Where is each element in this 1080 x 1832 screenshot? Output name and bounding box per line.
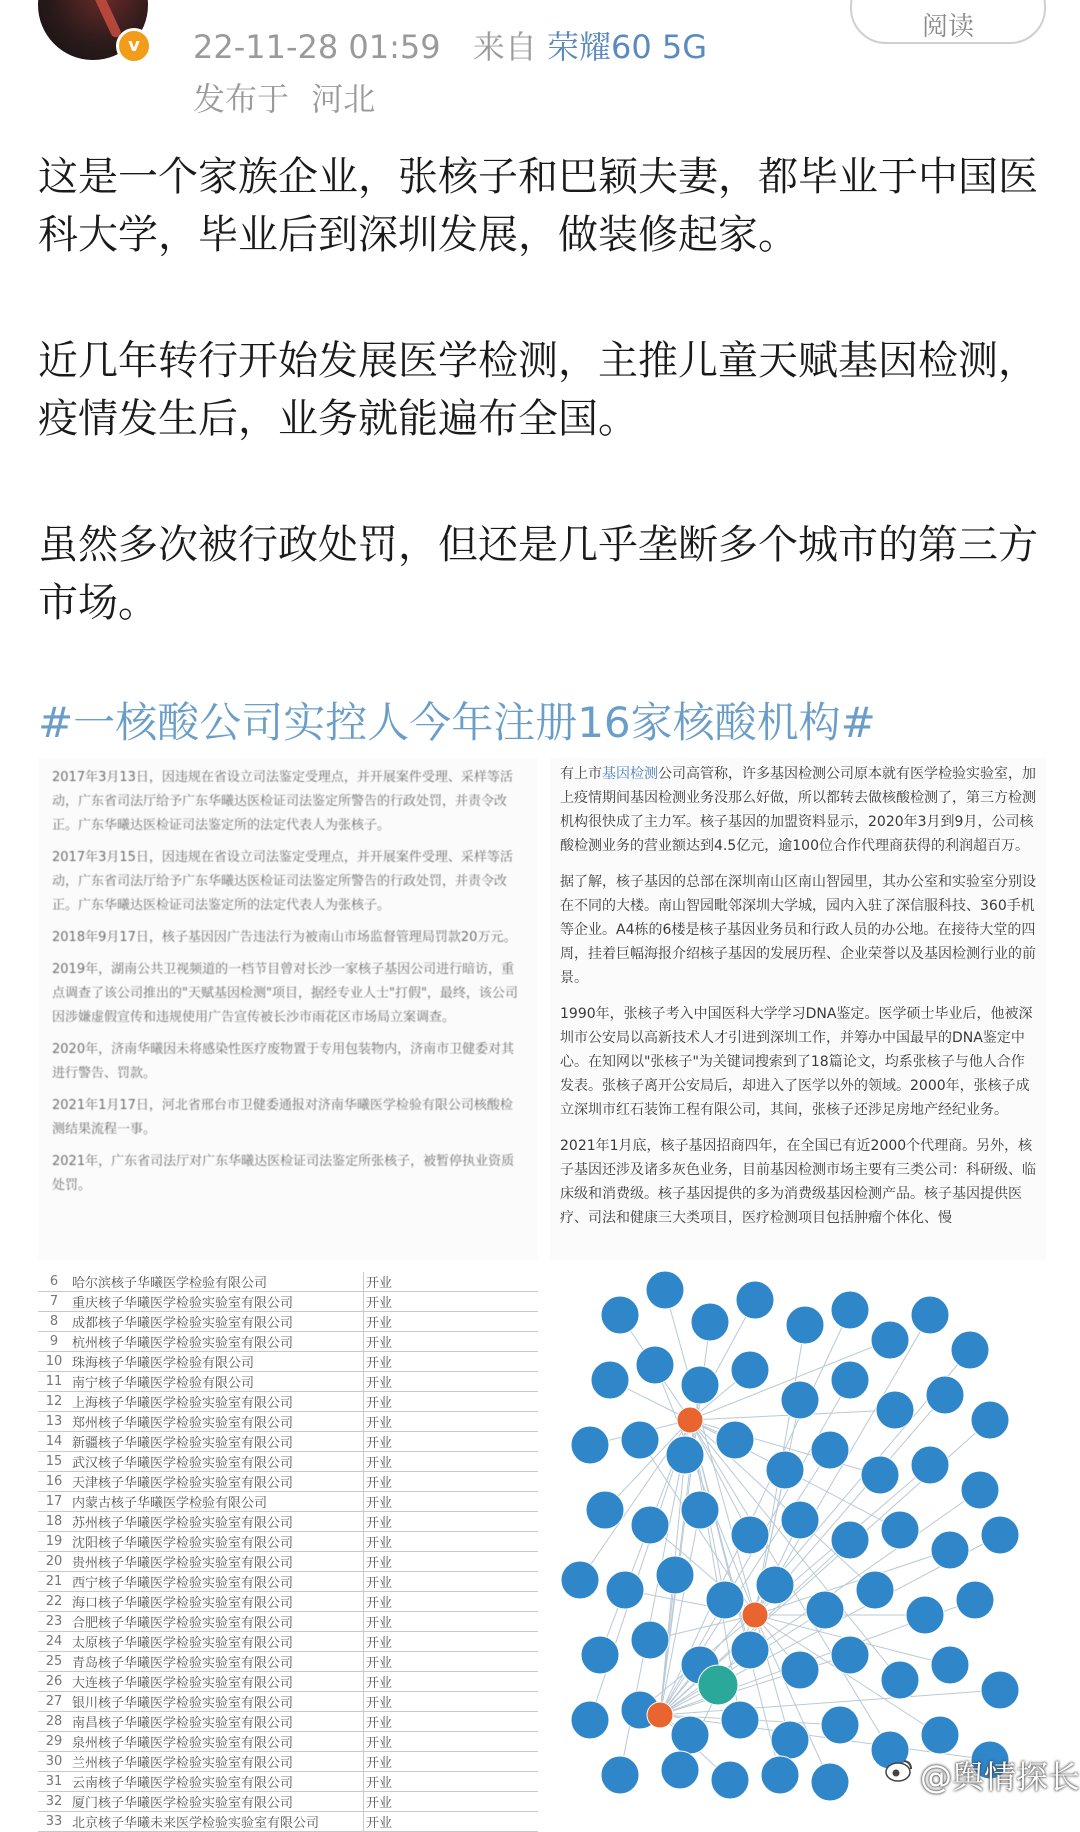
company-status: 开业 bbox=[364, 1652, 539, 1672]
company-name: 合肥核子华曦医学检验实验室有限公司 bbox=[70, 1612, 364, 1632]
graph-node bbox=[666, 1436, 704, 1474]
verified-badge-icon: v bbox=[116, 28, 152, 64]
table-row bbox=[38, 1552, 538, 1572]
keyword-link[interactable]: 基因检测 bbox=[602, 766, 658, 782]
row-number: 7 bbox=[38, 1292, 70, 1312]
company-status: 开业 bbox=[364, 1572, 539, 1592]
relation-network-graph bbox=[550, 1270, 1046, 1792]
graph-node bbox=[911, 1296, 949, 1334]
company-name: 贵州核子华曦医学检验实验室有限公司 bbox=[70, 1552, 364, 1572]
graph-node bbox=[706, 1581, 744, 1619]
company-name: 南宁核子华曦医学检验有限公司 bbox=[70, 1372, 364, 1392]
post-paragraph-2: 近几年转行开始发展医学检测，主推儿童天赋基因检测，疫情发生后，业务就能遍布全国。 bbox=[38, 338, 1038, 442]
graph-node bbox=[571, 1426, 609, 1464]
table-row bbox=[38, 1352, 538, 1372]
graph-node bbox=[756, 1566, 794, 1604]
graph-node bbox=[861, 1456, 899, 1494]
table-row bbox=[38, 1772, 538, 1792]
table-row bbox=[38, 1512, 538, 1532]
row-number: 22 bbox=[38, 1592, 70, 1612]
row-number: 29 bbox=[38, 1732, 70, 1752]
company-name: 南昌核子华曦医学检验实验室有限公司 bbox=[70, 1712, 364, 1732]
table-row bbox=[38, 1752, 538, 1772]
company-name: 苏州核子华曦医学检验实验室有限公司 bbox=[70, 1512, 364, 1532]
graph-node bbox=[926, 1376, 964, 1414]
company-name: 内蒙古核子华曦医学检验有限公司 bbox=[70, 1492, 364, 1512]
company-status: 开业 bbox=[364, 1672, 539, 1692]
hashtag-link[interactable]: #一核酸公司实控人今年注册16家核酸机构# bbox=[38, 698, 876, 747]
table-row bbox=[38, 1332, 538, 1352]
table-row bbox=[38, 1812, 538, 1832]
graph-hub-node bbox=[677, 1407, 703, 1433]
graph-node bbox=[716, 1421, 754, 1459]
graph-node bbox=[881, 1661, 919, 1699]
location-value: 河北 bbox=[311, 80, 376, 118]
company-status: 开业 bbox=[364, 1412, 539, 1432]
company-status: 开业 bbox=[364, 1792, 539, 1812]
row-number: 16 bbox=[38, 1472, 70, 1492]
graph-node bbox=[811, 1763, 849, 1801]
company-status: 开业 bbox=[364, 1632, 539, 1652]
graph-node bbox=[671, 1716, 709, 1754]
row-number: 13 bbox=[38, 1412, 70, 1432]
graph-node bbox=[831, 1521, 869, 1559]
graph-node bbox=[906, 1596, 944, 1634]
graph-node bbox=[621, 1421, 659, 1459]
graph-node bbox=[821, 1706, 859, 1744]
company-status: 开业 bbox=[364, 1512, 539, 1532]
penalty-item: 2017年3月15日，因违规在省设立司法鉴定受理点，并开展案件受理、采样等活动，广东省司法厅给予广东华曦达医检证司法鉴定所警告的行政处罚，并责令改正。广东华曦达医检证司法鉴定所的法定代表人为张核子。 bbox=[52, 850, 513, 913]
graph-node bbox=[736, 1281, 774, 1319]
graph-node bbox=[956, 1581, 994, 1619]
source-prefix: 来自 bbox=[472, 28, 537, 66]
graph-node bbox=[591, 1361, 629, 1399]
penalty-item: 2017年3月13日，因违规在省设立司法鉴定受理点，并开展案件受理、采样等活动，广东省司法厅给予广东华曦达医检证司法鉴定所警告的行政处罚，并责令改正。广东华曦达医检证司法鉴定所的法定代表人为张核子。 bbox=[52, 770, 513, 833]
graph-node bbox=[781, 1501, 819, 1539]
graph-node bbox=[636, 1346, 674, 1384]
post-location bbox=[193, 74, 375, 120]
graph-node bbox=[961, 1471, 999, 1509]
company-status: 开业 bbox=[364, 1392, 539, 1412]
graph-node bbox=[911, 1446, 949, 1484]
graph-node bbox=[681, 1491, 719, 1529]
graph-node bbox=[921, 1716, 959, 1754]
company-name: 北京核子华曦未来医学检验实验室有限公司 bbox=[70, 1812, 364, 1832]
company-name: 西宁核子华曦医学检验实验室有限公司 bbox=[70, 1572, 364, 1592]
graph-node bbox=[631, 1506, 669, 1544]
row-number: 6 bbox=[38, 1272, 70, 1292]
watermark-text: @舆情探长 bbox=[920, 1758, 1080, 1796]
table-row bbox=[38, 1472, 538, 1492]
row-number: 9 bbox=[38, 1332, 70, 1352]
graph-node bbox=[601, 1756, 639, 1794]
table-row bbox=[38, 1672, 538, 1692]
article-paragraph: 1990年，张核子考入中国医科大学学习DNA鉴定。医学硕士毕业后，他被深圳市公安局以高新技术人才引进到深圳工作，并筹办中国最早的DNA鉴定中心。在知网以"张核子"为关键词搜索到了18篇论文，均系张核子与他人合作发表。张核子离开公安局后，却进入了医学以外的领域。2000年，张核子成立深圳市红石装饰工程有限公司，其间，张核子还涉足房地产经纪业务。 bbox=[560, 1006, 1033, 1118]
post-paragraph-3: 虽然多次被行政处罚，但还是几乎垄断多个城市的第三方市场。 bbox=[38, 522, 1038, 626]
row-number: 27 bbox=[38, 1692, 70, 1712]
graph-node bbox=[931, 1531, 969, 1569]
penalty-record-image[interactable] bbox=[38, 758, 538, 1260]
company-status: 开业 bbox=[364, 1332, 539, 1352]
graph-node bbox=[691, 1303, 729, 1341]
company-name: 泉州核子华曦医学检验实验室有限公司 bbox=[70, 1732, 364, 1752]
graph-node bbox=[831, 1291, 869, 1329]
row-number: 23 bbox=[38, 1612, 70, 1632]
row-number: 15 bbox=[38, 1452, 70, 1472]
graph-node bbox=[881, 1511, 919, 1549]
row-number: 8 bbox=[38, 1312, 70, 1332]
company-name: 青岛核子华曦医学检验实验室有限公司 bbox=[70, 1652, 364, 1672]
graph-node bbox=[606, 1571, 644, 1609]
row-number: 31 bbox=[38, 1772, 70, 1792]
graph-node bbox=[731, 1351, 769, 1389]
company-name: 太原核子华曦医学检验实验室有限公司 bbox=[70, 1632, 364, 1652]
company-name: 成都核子华曦医学检验实验室有限公司 bbox=[70, 1312, 364, 1332]
table-row bbox=[38, 1732, 538, 1752]
article-paragraph: 据了解，核子基因的总部在深圳南山区南山智园里，其办公室和实验室分别设在不同的大楼。南山智园毗邻深圳大学城，园内入驻了深信服科技、360手机等企业。A4栋的6楼是核子基因业务员和行政人员的办公地。在接待大堂的四周，挂着巨幅海报介绍核子基因的发展历程、企业荣誉以及基因检测行业的前景。 bbox=[560, 874, 1036, 986]
row-number: 33 bbox=[38, 1812, 70, 1832]
graph-node bbox=[871, 1321, 909, 1359]
graph-node bbox=[876, 1391, 914, 1429]
graph-node bbox=[781, 1651, 819, 1689]
table-row bbox=[38, 1652, 538, 1672]
company-status: 开业 bbox=[364, 1552, 539, 1572]
graph-node bbox=[721, 1701, 759, 1739]
graph-node bbox=[981, 1516, 1019, 1554]
company-status: 开业 bbox=[364, 1272, 539, 1292]
graph-node bbox=[786, 1306, 824, 1344]
penalty-item: 2021年1月17日，河北省邢台市卫健委通报对济南华曦医学检验有限公司核酸检测结果流程一事。 bbox=[52, 1098, 513, 1137]
penalty-item: 2019年，湖南公共卫视频道的一档节目曾对长沙一家核子基因公司进行暗访，重点调查了该公司推出的"天赋基因检测"项目，据经专业人士"打假"，最终，该公司因涉嫌虚假宣传和违规使用广告宣传被长沙市雨花区市场局立案调查。 bbox=[52, 962, 518, 1025]
table-row bbox=[38, 1612, 538, 1632]
company-status: 开业 bbox=[364, 1692, 539, 1712]
post-paragraph-1: 这是一个家族企业，张核子和巴颖夫妻，都毕业于中国医科大学，毕业后到深圳发展，做装修起家。 bbox=[38, 154, 1038, 258]
company-name: 海口核子华曦医学检验实验室有限公司 bbox=[70, 1592, 364, 1612]
table-row bbox=[38, 1532, 538, 1552]
company-status: 开业 bbox=[364, 1732, 539, 1752]
table-row bbox=[38, 1292, 538, 1312]
row-number: 21 bbox=[38, 1572, 70, 1592]
network-graph-image[interactable] bbox=[550, 1270, 1046, 1792]
graph-hub-node bbox=[742, 1602, 768, 1628]
table-row bbox=[38, 1272, 538, 1292]
company-status: 开业 bbox=[364, 1812, 539, 1832]
table-row bbox=[38, 1712, 538, 1732]
company-name: 兰州核子华曦医学检验实验室有限公司 bbox=[70, 1752, 364, 1772]
penalty-item: 2021年，广东省司法厅对广东华曦达医检证司法鉴定所张核子，被暂停执业资质处罚。 bbox=[52, 1154, 515, 1193]
company-status: 开业 bbox=[364, 1752, 539, 1772]
graph-node bbox=[781, 1381, 819, 1419]
post-datetime: 22-11-28 01:59 bbox=[193, 28, 441, 66]
company-name: 珠海核子华曦医学检验有限公司 bbox=[70, 1352, 364, 1372]
company-list-image[interactable] bbox=[38, 1270, 538, 1831]
graph-node bbox=[661, 1751, 699, 1789]
company-name: 大连核子华曦医学检验实验室有限公司 bbox=[70, 1672, 364, 1692]
company-name: 天津核子华曦医学检验实验室有限公司 bbox=[70, 1472, 364, 1492]
row-number: 17 bbox=[38, 1492, 70, 1512]
company-status: 开业 bbox=[364, 1372, 539, 1392]
graph-node bbox=[806, 1591, 844, 1629]
location-prefix: 发布于 bbox=[193, 80, 290, 118]
row-number: 12 bbox=[38, 1392, 70, 1412]
company-name: 新疆核子华曦医学检验实验室有限公司 bbox=[70, 1432, 364, 1452]
row-number: 19 bbox=[38, 1532, 70, 1552]
company-status: 开业 bbox=[364, 1312, 539, 1332]
company-status: 开业 bbox=[364, 1592, 539, 1612]
penalty-item: 2020年，济南华曦因未将感染性医疗废物置于专用包装物内，济南市卫健委对其进行警告、罚款。 bbox=[52, 1042, 515, 1081]
company-status: 开业 bbox=[364, 1472, 539, 1492]
read-button[interactable] bbox=[850, 0, 1046, 44]
graph-node bbox=[601, 1296, 639, 1334]
company-name: 郑州核子华曦医学检验实验室有限公司 bbox=[70, 1412, 364, 1432]
row-number: 30 bbox=[38, 1752, 70, 1772]
company-table bbox=[38, 1272, 538, 1832]
graph-node bbox=[581, 1636, 619, 1674]
graph-hub-node bbox=[647, 1702, 673, 1728]
read-button-label: 阅读 bbox=[921, 12, 974, 42]
graph-node bbox=[761, 1756, 799, 1794]
row-number: 20 bbox=[38, 1552, 70, 1572]
table-row bbox=[38, 1632, 538, 1652]
company-name: 武汉核子华曦医学检验实验室有限公司 bbox=[70, 1452, 364, 1472]
company-name: 沈阳核子华曦医学检验实验室有限公司 bbox=[70, 1532, 364, 1552]
article-excerpt-image[interactable] bbox=[550, 758, 1046, 1260]
company-status: 开业 bbox=[364, 1452, 539, 1472]
company-name: 上海核子华曦医学检验实验室有限公司 bbox=[70, 1392, 364, 1412]
graph-node bbox=[731, 1516, 769, 1554]
table-row bbox=[38, 1392, 538, 1412]
company-status: 开业 bbox=[364, 1612, 539, 1632]
graph-node bbox=[811, 1431, 849, 1469]
company-name: 厦门核子华曦医学检验实验室有限公司 bbox=[70, 1792, 364, 1812]
table-row bbox=[38, 1592, 538, 1612]
table-row bbox=[38, 1572, 538, 1592]
table-row bbox=[38, 1452, 538, 1472]
row-number: 18 bbox=[38, 1512, 70, 1532]
graph-node bbox=[971, 1401, 1009, 1439]
graph-node bbox=[731, 1631, 769, 1669]
company-status: 开业 bbox=[364, 1772, 539, 1792]
table-row bbox=[38, 1432, 538, 1452]
graph-node bbox=[951, 1331, 989, 1369]
graph-node bbox=[681, 1366, 719, 1404]
row-number: 10 bbox=[38, 1352, 70, 1372]
graph-node bbox=[646, 1271, 684, 1309]
graph-node bbox=[981, 1671, 1019, 1709]
table-row bbox=[38, 1412, 538, 1432]
row-number: 24 bbox=[38, 1632, 70, 1652]
post-meta bbox=[193, 22, 707, 68]
company-name: 云南核子华曦医学检验实验室有限公司 bbox=[70, 1772, 364, 1792]
table-row bbox=[38, 1372, 538, 1392]
row-number: 14 bbox=[38, 1432, 70, 1452]
graph-node bbox=[771, 1721, 809, 1759]
graph-node bbox=[831, 1361, 869, 1399]
company-status: 开业 bbox=[364, 1292, 539, 1312]
device-link[interactable]: 荣耀60 5G bbox=[547, 28, 708, 66]
row-number: 28 bbox=[38, 1712, 70, 1732]
row-number: 26 bbox=[38, 1672, 70, 1692]
table-row bbox=[38, 1792, 538, 1812]
graph-node bbox=[631, 1621, 669, 1659]
company-status: 开业 bbox=[364, 1712, 539, 1732]
row-number: 32 bbox=[38, 1792, 70, 1812]
graph-node bbox=[931, 1646, 969, 1684]
table-row bbox=[38, 1312, 538, 1332]
company-name: 哈尔滨核子华曦医学检验有限公司 bbox=[70, 1272, 364, 1292]
company-status: 开业 bbox=[364, 1352, 539, 1372]
company-status: 开业 bbox=[364, 1532, 539, 1552]
table-row bbox=[38, 1492, 538, 1512]
row-number: 25 bbox=[38, 1652, 70, 1672]
graph-node bbox=[831, 1636, 869, 1674]
graph-node bbox=[856, 1571, 894, 1609]
graph-node bbox=[561, 1561, 599, 1599]
company-name: 重庆核子华曦医学检验实验室有限公司 bbox=[70, 1292, 364, 1312]
article-paragraph: 有上市基因检测公司高管称，许多基因检测公司原本就有医学检验实验室，加上疫情期间基因检测业务没那么好做，所以都转去做核酸检测了，第三方检测机构很快成了主力军。核子基因的加盟资料显示，2020年3月到9月，公司核酸检测业务的营业额达到4.5亿元，逾100位合作代理商获得的利润超百万。 bbox=[560, 766, 1036, 854]
graph-center-node bbox=[698, 1665, 738, 1705]
penalty-item: 2018年9月17日，核子基因因广告违法行为被南山市场监督管理局罚款20万元。 bbox=[52, 930, 517, 945]
company-status: 开业 bbox=[364, 1432, 539, 1452]
row-number: 11 bbox=[38, 1372, 70, 1392]
graph-node bbox=[586, 1491, 624, 1529]
graph-node bbox=[711, 1761, 749, 1799]
graph-node bbox=[571, 1701, 609, 1739]
company-name: 银川核子华曦医学检验实验室有限公司 bbox=[70, 1692, 364, 1712]
graph-node bbox=[656, 1556, 694, 1594]
graph-node bbox=[766, 1451, 804, 1489]
company-name: 杭州核子华曦医学检验实验室有限公司 bbox=[70, 1332, 364, 1352]
company-status: 开业 bbox=[364, 1492, 539, 1512]
article-paragraph: 2021年1月底，核子基因招商四年，在全国已有近2000个代理商。另外，核子基因还涉及诸多灰色业务，目前基因检测市场主要有三类公司：科研级、临床级和消费级。核子基因提供的多为消费级基因检测产品。核子基因提供医疗、司法和健康三大类项目，医疗检测项目包括肿瘤个体化、慢 bbox=[560, 1138, 1036, 1226]
table-row bbox=[38, 1692, 538, 1712]
weibo-logo-icon bbox=[884, 1758, 914, 1782]
